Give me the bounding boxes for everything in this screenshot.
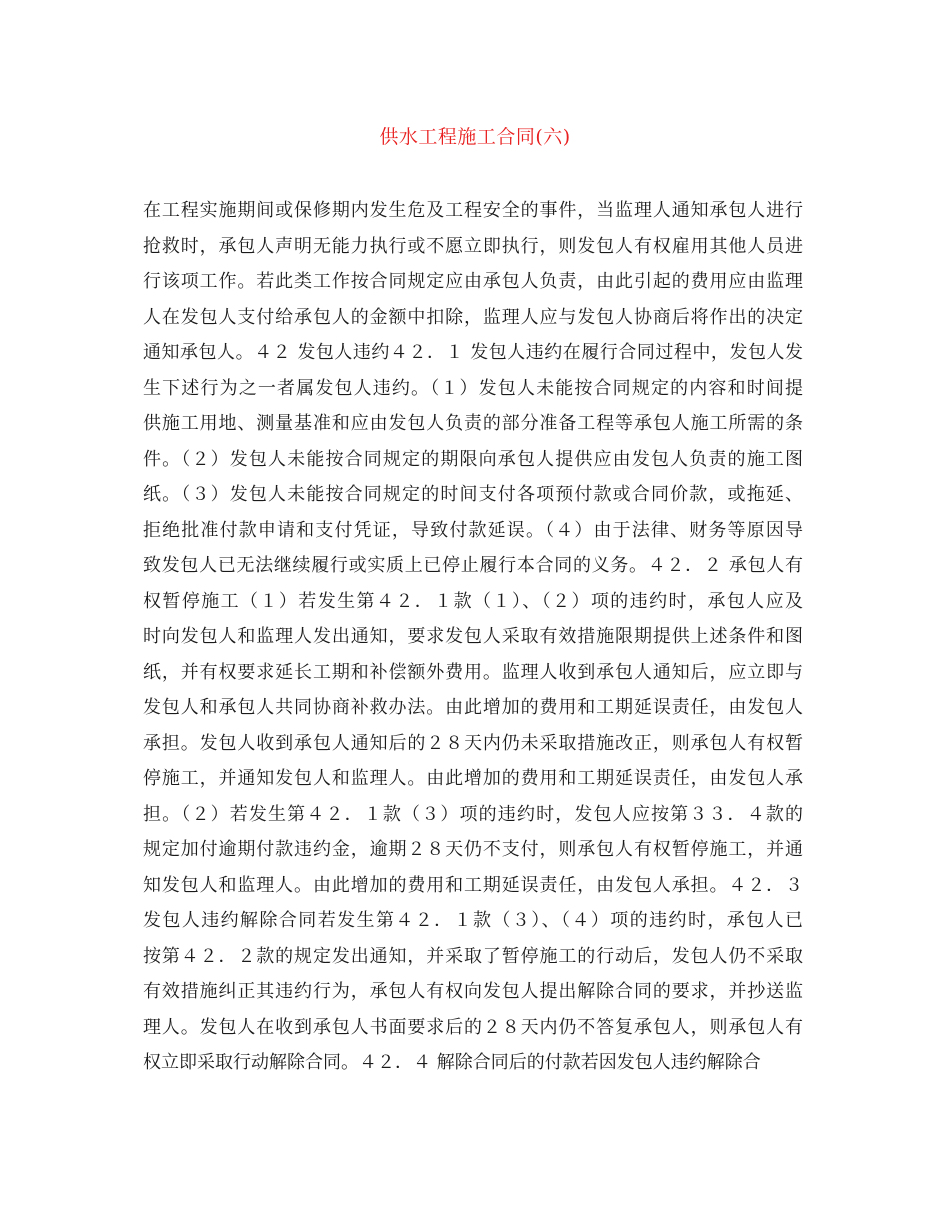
body-line: 通知承包人。４２ 发包人违约４２．１ 发包人违约在履行合同过程中，发包人发	[143, 342, 803, 363]
body-line: 人在发包人支付给承包人的金额中扣除，监理人应与发包人协商后将作出的决定	[143, 306, 803, 328]
document-body	[143, 193, 803, 1081]
body-line: 发包人和承包人共同协商补救办法。由此增加的费用和工期延误责任，由发包人	[143, 697, 803, 718]
body-line: 纸。（３）发包人未能按合同规定的时间支付各项预付款或合同价款，或拖延、	[143, 484, 803, 505]
body-line: 按第４２．２款的规定发出通知，并采取了暂停施工的行动后，发包人仍不采取	[143, 945, 803, 967]
body-line: 件。（２）发包人未能按合同规定的期限向承包人提供应由发包人负责的施工图	[143, 448, 803, 470]
body-line: 有效措施纠正其违约行为，承包人有权向发包人提出解除合同的要求，并抄送监	[143, 981, 803, 1002]
body-line: 权暂停施工（１）若发生第４２．１款（１）、（２）项的违约时，承包人应及	[143, 590, 803, 612]
body-line: 供施工用地、测量基准和应由发包人负责的部分准备工程等承包人施工所需的条	[143, 413, 803, 434]
body-line: 生下述行为之一者属发包人违约。（１）发包人未能按合同规定的内容和时间提	[143, 377, 803, 399]
body-line: 理人。发包人在收到承包人书面要求后的２８天内仍不答复承包人，则承包人有	[143, 1016, 803, 1038]
body-line: 规定加付逾期付款违约金，逾期２８天仍不支付，则承包人有权暂停施工，并通	[143, 839, 803, 860]
document-title: 供水工程施工合同(六)	[379, 126, 571, 148]
body-line: 行该项工作。若此类工作按合同规定应由承包人负责，由此引起的费用应由监理	[143, 271, 803, 292]
body-line: 停施工，并通知发包人和监理人。由此增加的费用和工期延误责任，由发包人承	[143, 768, 803, 789]
body-line: 拒绝批准付款申请和支付凭证，导致付款延误。（４）由于法律、财务等原因导	[143, 519, 803, 541]
body-line: 担。（２）若发生第４２．１款（３）项的违约时，发包人应按第３３．４款的	[143, 803, 803, 825]
body-line: 致发包人已无法继续履行或实质上已停止履行本合同的义务。４２．２ 承包人有	[143, 555, 803, 576]
body-line: 在工程实施期间或保修期内发生危及工程安全的事件，当监理人通知承包人进行	[143, 200, 803, 221]
body-line: 时向发包人和监理人发出通知，要求发包人采取有效措施限期提供上述条件和图	[143, 626, 803, 647]
body-line: 纸，并有权要求延长工期和补偿额外费用。监理人收到承包人通知后，应立即与	[143, 661, 803, 683]
body-line: 权立即采取行动解除合同。４２．４ 解除合同后的付款若因发包人违约解除合	[143, 1052, 761, 1073]
body-line: 发包人违约解除合同若发生第４２．１款（３）、（４）项的违约时，承包人已	[143, 910, 803, 931]
body-line: 抢救时，承包人声明无能力执行或不愿立即执行，则发包人有权雇用其他人员进	[143, 235, 803, 257]
body-line: 知发包人和监理人。由此增加的费用和工期延误责任，由发包人承担。４２．３	[143, 874, 803, 896]
body-line: 承担。发包人收到承包人通知后的２８天内仍未采取措施改正，则承包人有权暂	[143, 732, 803, 754]
